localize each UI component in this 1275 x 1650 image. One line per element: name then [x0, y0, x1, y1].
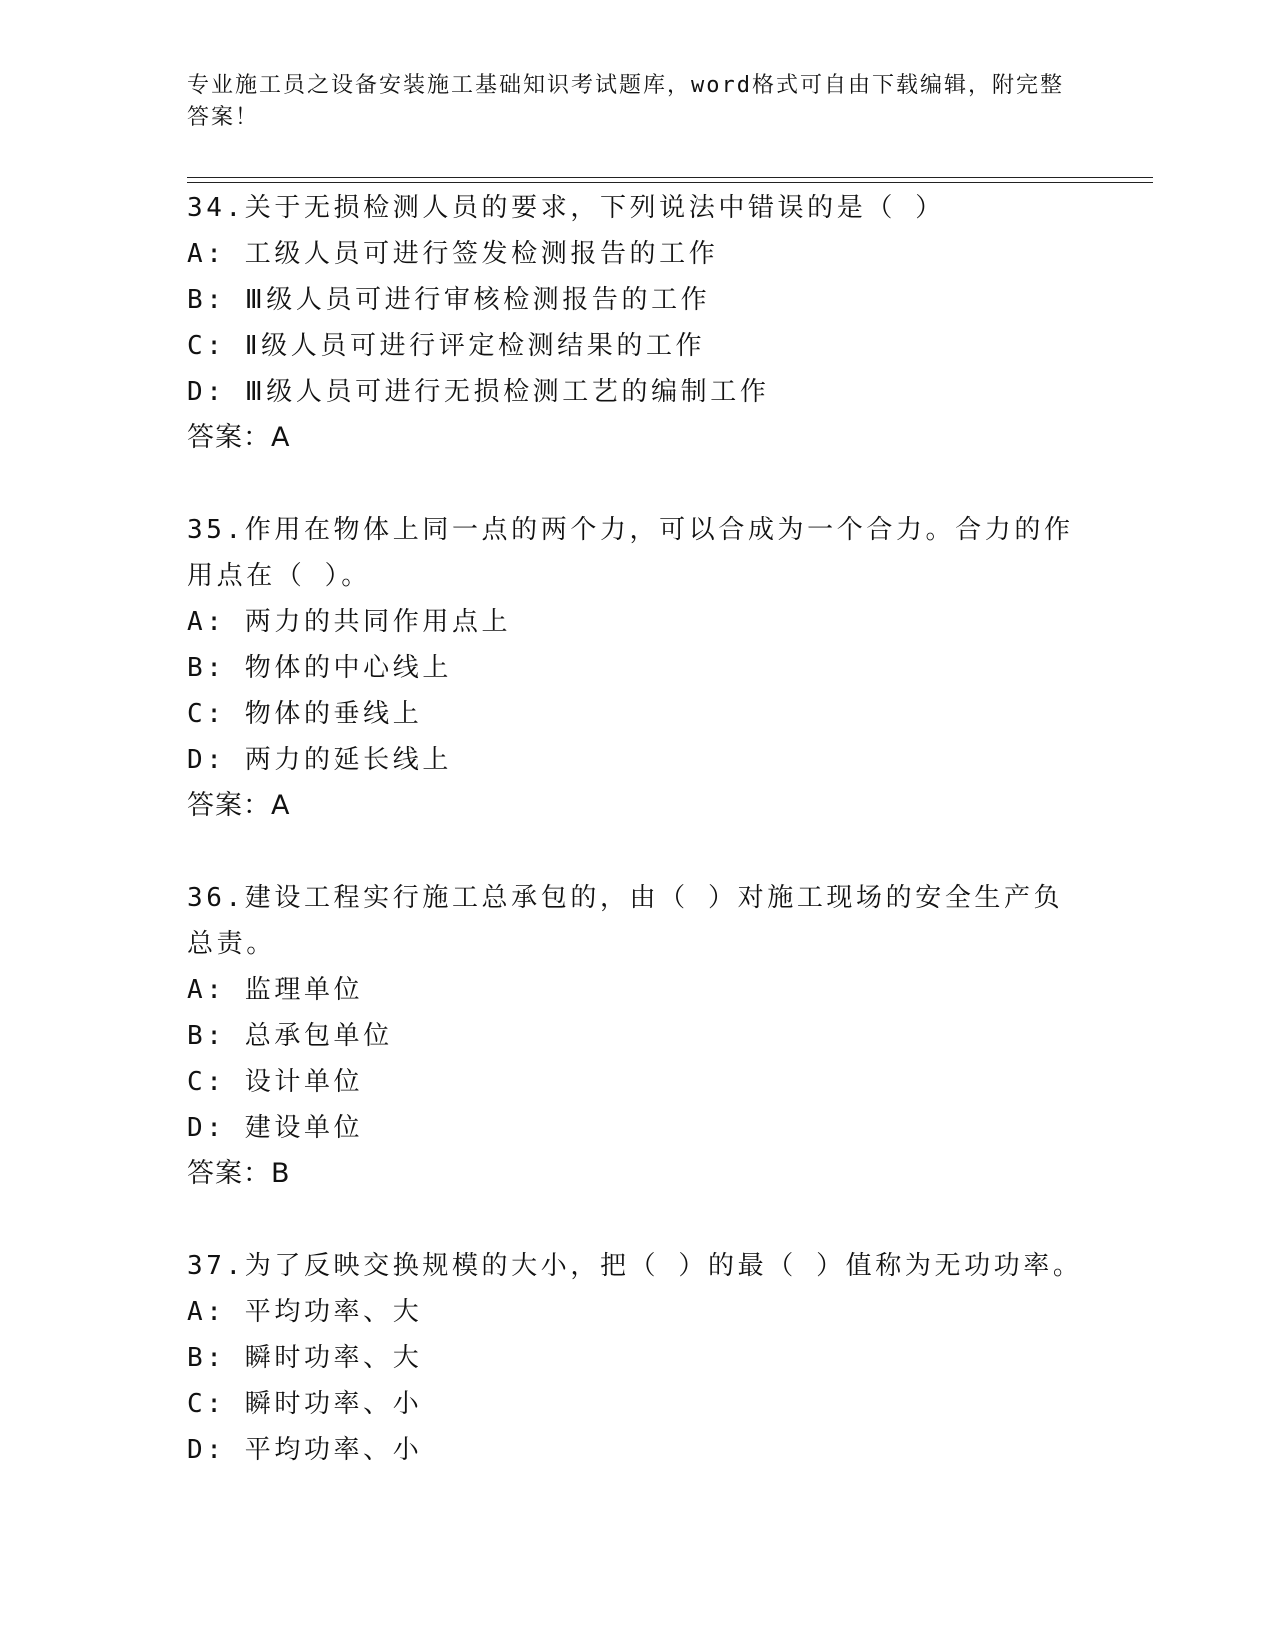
option-a: A: 工级人员可进行签发检测报告的工作: [187, 239, 719, 269]
question-list: [187, 185, 1087, 1473]
option-a: A: 平均功率、大: [187, 1297, 423, 1327]
question-stem: 35.作用在物体上同一点的两个力，可以合成为一个合力。合力的作用点在（ ）。: [187, 515, 1074, 591]
option-b: B: 总承包单位: [187, 1021, 393, 1051]
option-a: A: 监理单位: [187, 975, 364, 1005]
option-b: B: 物体的中心线上: [187, 653, 452, 683]
option-d: D: Ⅲ级人员可进行无损检测工艺的编制工作: [187, 377, 770, 407]
option-b: B: Ⅲ级人员可进行审核检测报告的工作: [187, 285, 711, 315]
option-a: A: 两力的共同作用点上: [187, 607, 512, 637]
option-d: D: 平均功率、小: [187, 1435, 423, 1465]
header-divider-bottom: [187, 182, 1153, 183]
question-35: [187, 507, 1087, 829]
option-b: B: 瞬时功率、大: [187, 1343, 423, 1373]
header-divider-top: [187, 177, 1153, 178]
header-text: 专业施工员之设备安装施工基础知识考试题库，word格式可自由下载编辑，附完整答案！: [187, 73, 1064, 130]
option-d: D: 两力的延长线上: [187, 745, 452, 775]
question-36: [187, 875, 1087, 1197]
option-c: C: 设计单位: [187, 1067, 364, 1097]
option-c: C: Ⅱ级人员可进行评定检测结果的工作: [187, 331, 706, 361]
document-header: [187, 70, 1067, 134]
option-d: D: 建设单位: [187, 1113, 364, 1143]
answer-line: 答案：A: [187, 422, 291, 453]
answer-line: 答案：A: [187, 790, 291, 821]
answer-line: 答案：B: [187, 1158, 291, 1189]
question-stem: 36.建设工程实行施工总承包的，由（ ）对施工现场的安全生产负总责。: [187, 883, 1064, 959]
question-37: [187, 1243, 1087, 1473]
option-c: C: 瞬时功率、小: [187, 1389, 423, 1419]
question-stem: 37.为了反映交换规模的大小，把（ ）的最（ ）值称为无功功率。: [187, 1251, 1083, 1281]
option-c: C: 物体的垂线上: [187, 699, 423, 729]
question-34: [187, 185, 1087, 461]
question-stem: 34.关于无损检测人员的要求，下列说法中错误的是（ ）: [187, 193, 945, 223]
